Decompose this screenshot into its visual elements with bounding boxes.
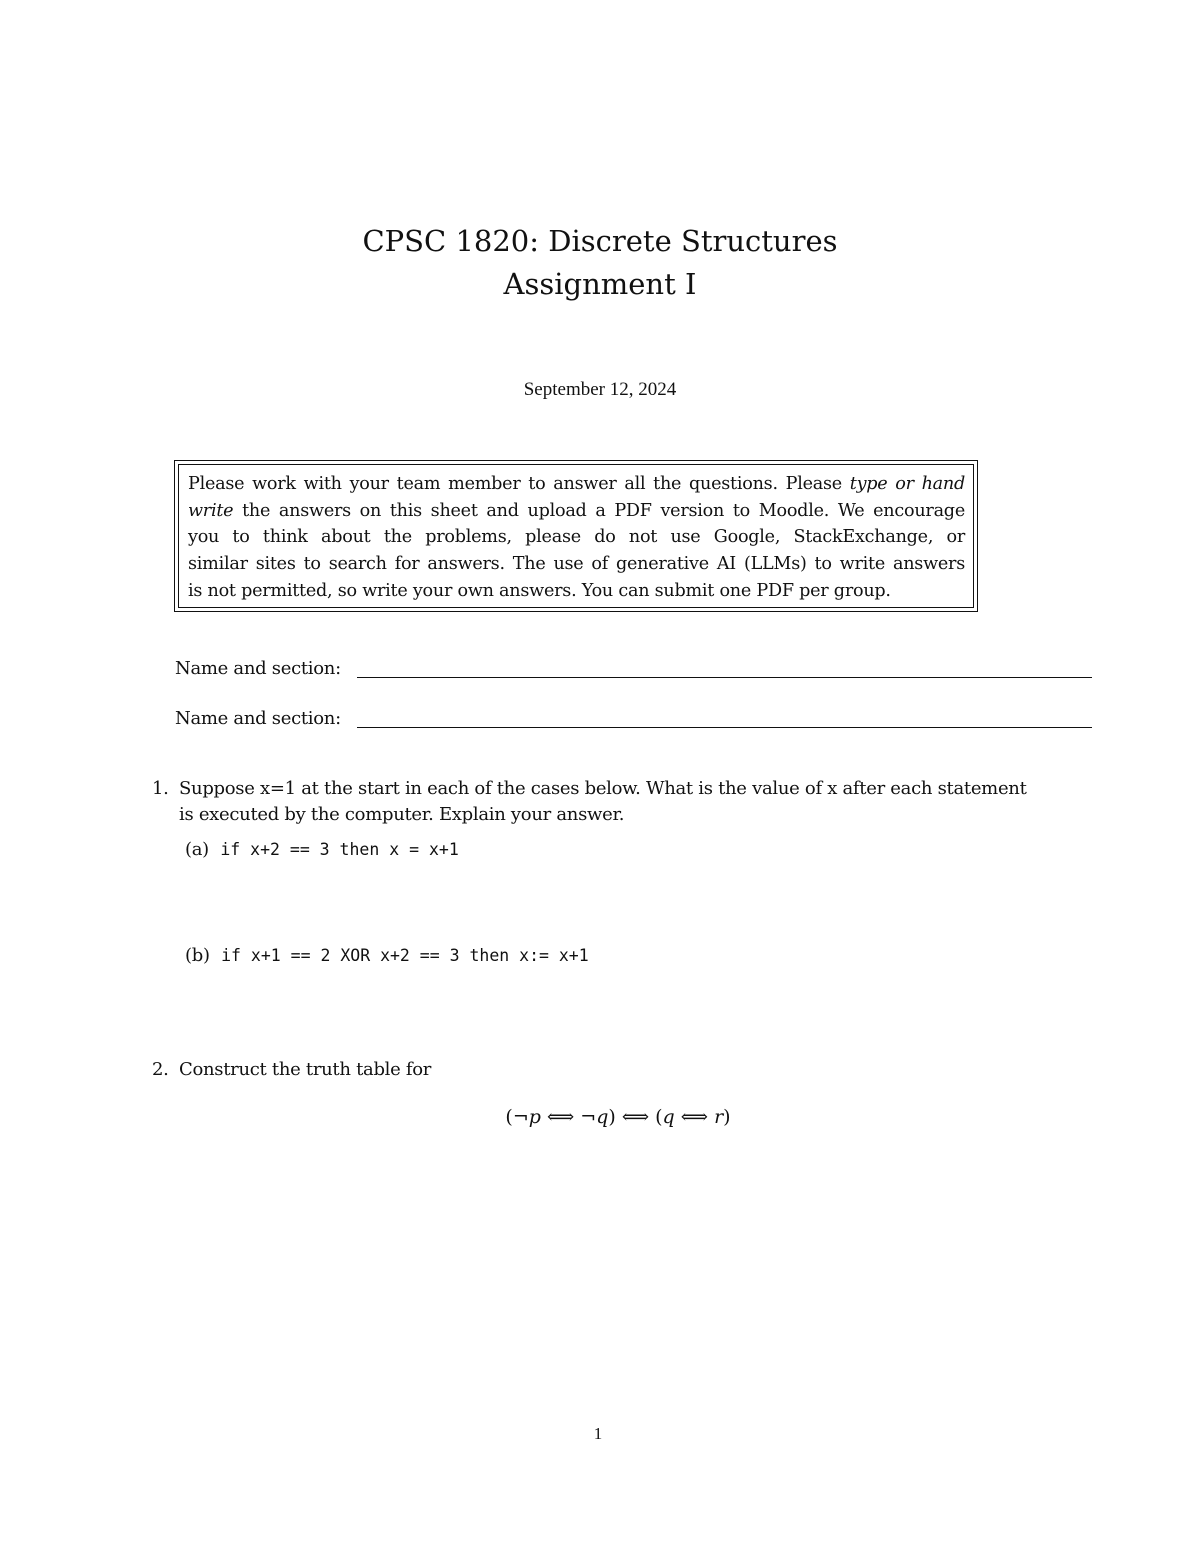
logic-formula: (¬p ⟺ ¬q) ⟺ (q ⟺ r) bbox=[505, 1106, 731, 1128]
negation-symbol: ¬ bbox=[580, 1106, 597, 1128]
question-text: Suppose x=1 at the start in each of the cases below. What is the value of x after each statement is executed by the computer. Explain your answer. bbox=[179, 778, 1027, 825]
course-title: CPSC 1820: Discrete Structures bbox=[362, 224, 838, 258]
question-number: 2. bbox=[152, 1059, 169, 1080]
emphasis-write: write bbox=[188, 500, 234, 521]
instructions-line-2: write the answers on this sheet and upload a PDF version to Moodle. We encourage bbox=[188, 500, 965, 521]
part-label: (a) bbox=[185, 839, 209, 860]
biconditional-symbol: ⟺ bbox=[680, 1106, 709, 1128]
biconditional-symbol: ⟺ bbox=[546, 1106, 575, 1128]
instructions-line-4: similar sites to search for answers. The use of generative AI (LLMs) to write answers bbox=[188, 554, 965, 575]
name-section-blank-line[interactable] bbox=[357, 727, 1092, 728]
instructions-line-1: Please work with your team member to answer all the questions. Please type or hand bbox=[188, 474, 965, 494]
question-number: 1. bbox=[152, 778, 169, 799]
instructions-box bbox=[174, 460, 978, 612]
name-section-label: Name and section: bbox=[175, 708, 341, 729]
instructions-line-3: you to think about the problems, please do not use Google, StackExchange, or bbox=[188, 527, 965, 548]
name-section-blank-line[interactable] bbox=[357, 677, 1092, 678]
question-1b bbox=[185, 943, 589, 969]
page-number: 1 bbox=[593, 1424, 603, 1443]
code-statement: if x+2 == 3 then x = x+1 bbox=[220, 840, 459, 859]
part-label: (b) bbox=[185, 945, 210, 966]
emphasis-type-or-hand: type or hand bbox=[849, 474, 965, 494]
page-title bbox=[0, 220, 1200, 306]
assignment-date: September 12, 2024 bbox=[523, 379, 677, 400]
biconditional-symbol: ⟺ bbox=[621, 1106, 650, 1128]
name-section-field-2[interactable] bbox=[175, 708, 1092, 734]
assignment-title: Assignment I bbox=[503, 267, 697, 301]
negation-symbol: ¬ bbox=[512, 1106, 529, 1128]
instructions-line-5: is not permitted, so write your own answers. You can submit one PDF per group. bbox=[188, 580, 891, 601]
question-1a bbox=[185, 837, 459, 863]
question-text: Construct the truth table for bbox=[179, 1059, 432, 1080]
name-section-field-1[interactable] bbox=[175, 658, 1092, 684]
name-section-label: Name and section: bbox=[175, 658, 341, 679]
instructions-text bbox=[178, 464, 974, 608]
code-statement: if x+1 == 2 XOR x+2 == 3 then x:= x+1 bbox=[221, 946, 589, 965]
